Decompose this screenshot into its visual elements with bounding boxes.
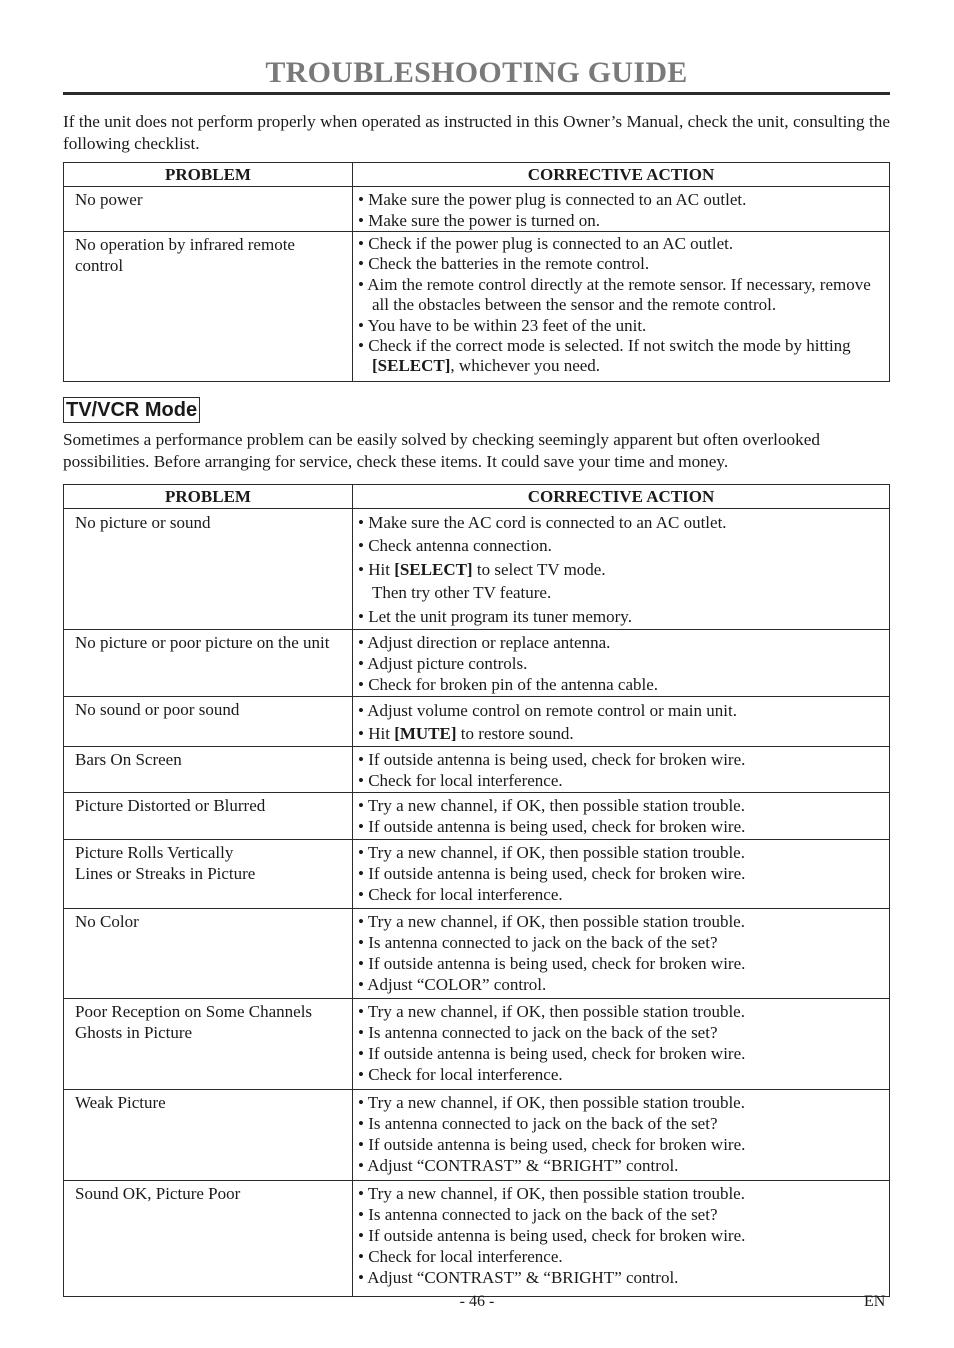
action-cell [353,1181,890,1297]
problem-text: Bars On Screen [75,750,182,770]
problem-cell [64,840,353,909]
action-cell [353,1090,890,1181]
action-item: • You have to be within 23 feet of the unit. [358,315,647,335]
problem-cell [64,1090,353,1181]
action-item: • Aim the remote control directly at the remote sensor. If necessary, remove all the obstacles between the sensor and the remote control. [358,274,871,315]
action-item: • If outside antenna is being used, check for broken wire. [358,954,746,974]
table-row [64,840,890,909]
problem-text: No picture or poor picture on the unit [75,633,330,653]
action-item: • Adjust picture controls. [358,654,528,674]
problem-text: Ghosts in Picture [75,1023,193,1043]
problem-cell [64,747,353,793]
problem-text: Picture Distorted or Blurred [75,796,266,816]
action-item [358,722,883,745]
troubleshooting-table-tv-vcr [63,484,890,1297]
action-item: • Make sure the power plug is connected to an AC outlet. [358,190,747,209]
section-heading-tv-vcr-mode: TV/VCR Mode [63,397,200,423]
action-item [358,558,883,581]
action-item: • Check for local interference. [358,1247,563,1267]
action-item: • Check antenna connection. [358,536,552,556]
problem-cell [64,1181,353,1297]
table-row [64,630,890,697]
problem-text: Lines or Streaks in Picture [75,864,256,884]
action-cell [353,187,890,232]
select-key-label: [SELECT] [394,559,473,579]
language-code: EN [864,1293,886,1310]
table-row [64,909,890,999]
action-cell [353,697,890,747]
table-row [64,697,890,747]
action-item: • Try a new channel, if OK, then possible station trouble. [358,1002,745,1022]
action-cell [353,840,890,909]
problem-text: Poor Reception on Some Channels [75,1002,313,1022]
problem-cell [64,793,353,840]
troubleshooting-table-general [63,162,890,382]
action-text: • Hit [358,724,395,744]
action-text: to select TV mode. [472,559,606,579]
header-corrective-action: CORRECTIVE ACTION [353,485,890,509]
action-item: • If outside antenna is being used, check for broken wire. [358,1226,746,1246]
section-intro-paragraph: Sometimes a performance problem can be easily solved by checking seemingly apparent but often overlooked possibilities. Before arranging for service, check these items. It could save your time and money. [63,430,820,471]
action-item: • Check for local interference. [358,1065,563,1085]
action-cell [353,509,890,630]
table-header-row [64,163,890,187]
action-text: to restore sound. [456,724,574,744]
table-row [64,1181,890,1297]
action-item: • Is antenna connected to jack on the back of the set? [358,933,718,953]
action-item: • Let the unit program its tuner memory. [358,606,632,626]
action-item: • Is antenna connected to jack on the back of the set? [358,1205,718,1225]
mute-key-label: [MUTE] [394,724,457,744]
action-item: • Adjust “CONTRAST” & “BRIGHT” control. [358,1156,679,1176]
page-number: - 46 - [459,1293,495,1310]
table-row [64,509,890,630]
problem-cell [64,999,353,1090]
action-item: • Check for broken pin of the antenna cable. [358,675,659,695]
action-item: • Adjust “CONTRAST” & “BRIGHT” control. [358,1268,679,1288]
problem-text: Sound OK, Picture Poor [75,1184,241,1204]
problem-cell [64,697,353,747]
problem-text: No picture or sound [75,513,211,532]
table-row [64,232,890,382]
action-cell [353,747,890,793]
action-text: • Check if the correct mode is selected. If not switch the mode by hitting [358,336,851,356]
action-cell [353,232,890,382]
select-key-label: [SELECT] [372,356,451,376]
action-text: • Hit [358,559,395,579]
table-row [64,999,890,1090]
problem-text: No operation by infrared remote control [75,235,295,275]
header-corrective-action: CORRECTIVE ACTION [353,163,890,187]
action-cell [353,630,890,697]
action-item: • Check the batteries in the remote control. [358,254,650,274]
action-item: • If outside antenna is being used, check for broken wire. [358,817,746,837]
table-header-row [64,485,890,509]
action-item: • Try a new channel, if OK, then possible station trouble. [358,843,745,863]
problem-cell [64,630,353,697]
problem-text: No Color [75,912,139,932]
problem-cell [64,509,353,630]
action-item: • Try a new channel, if OK, then possible station trouble. [358,912,745,932]
problem-cell [64,232,353,382]
problem-text: Weak Picture [75,1093,166,1113]
header-problem: PROBLEM [64,485,353,509]
action-item: • Check if the power plug is connected to an AC outlet. [358,234,734,253]
header-problem: PROBLEM [64,163,353,187]
intro-paragraph: If the unit does not perform properly when operated as instructed in this Owner’s Manual, check the unit, consulting the following checklist. [63,112,890,153]
action-item: • If outside antenna is being used, check for broken wire. [358,750,746,770]
action-item: • Adjust direction or replace antenna. [358,633,611,653]
table-row [64,1090,890,1181]
action-item: • Try a new channel, if OK, then possible station trouble. [358,796,745,816]
action-item: • If outside antenna is being used, check for broken wire. [358,1044,746,1064]
action-item: • Try a new channel, if OK, then possible station trouble. [358,1093,745,1113]
action-item: • If outside antenna is being used, check for broken wire. [358,1135,746,1155]
table-row [64,187,890,232]
action-cell [353,909,890,999]
action-item: • Is antenna connected to jack on the back of the set? [358,1114,718,1134]
problem-text: Picture Rolls Vertically [75,843,234,863]
table-row [64,793,890,840]
action-text: , whichever you need. [450,356,601,376]
title-rule [63,92,890,95]
action-item: • Adjust “COLOR” control. [358,975,547,995]
action-item: • Is antenna connected to jack on the back of the set? [358,1023,718,1043]
action-item [358,336,883,377]
problem-text: No sound or poor sound [75,700,240,720]
action-item: • Make sure the AC cord is connected to an AC outlet. [358,513,727,532]
action-item: • Adjust volume control on remote control or main unit. [358,701,737,721]
problem-cell [64,909,353,999]
problem-cell [64,187,353,232]
action-item: • If outside antenna is being used, check for broken wire. [358,864,746,884]
action-item: • Check for local interference. [358,885,563,905]
problem-text: No power [75,190,143,209]
action-item: • Make sure the power is turned on. [358,211,601,230]
action-cell [353,793,890,840]
table-row [64,747,890,793]
page-title: TROUBLESHOOTING GUIDE [265,56,688,89]
action-item-continuation: Then try other TV feature. [372,583,552,603]
action-item: • Check for local interference. [358,771,563,791]
action-cell [353,999,890,1090]
action-item: • Try a new channel, if OK, then possible station trouble. [358,1184,745,1204]
